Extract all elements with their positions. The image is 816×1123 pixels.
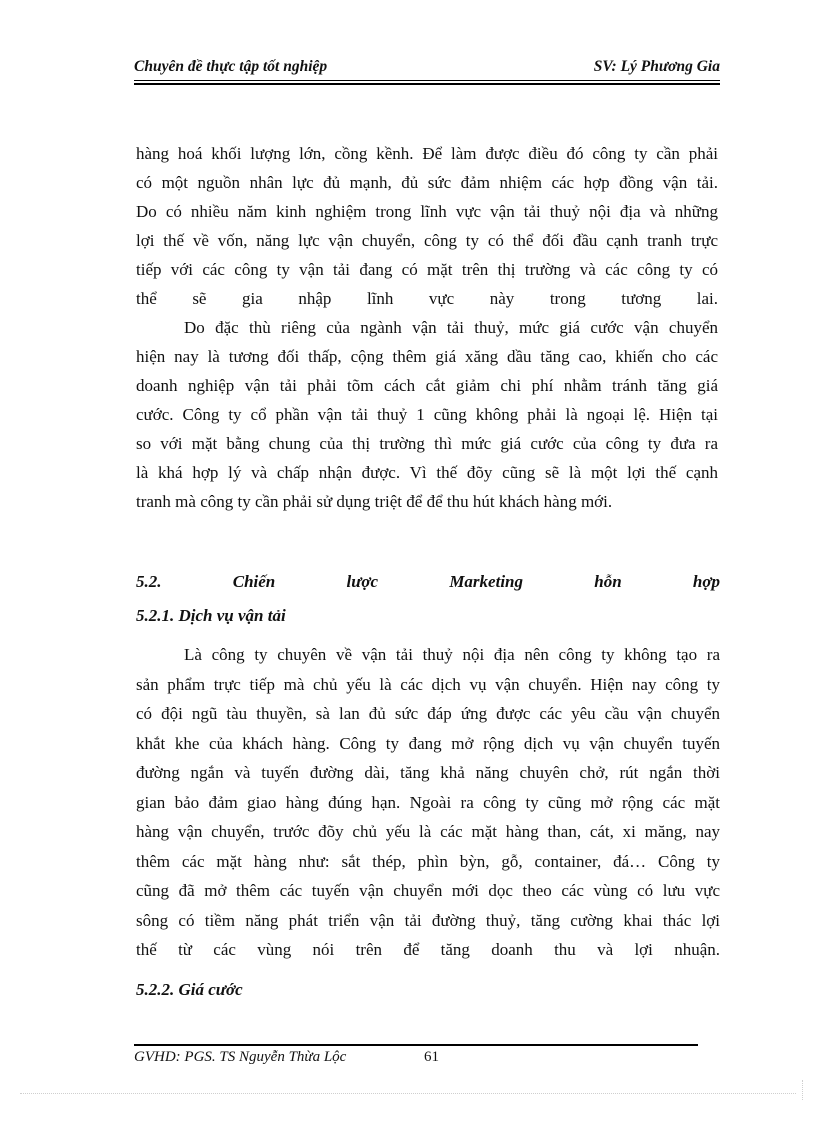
subsection-heading-pricing: 5.2.2. Giá cước — [136, 980, 243, 999]
text-line: tranh mà công ty cần phải sử dụng triệt để để thu hút khách hàng mới. — [136, 492, 613, 511]
intro-text — [136, 139, 718, 516]
text-line: doanh nghiệp vận tải phải tõm cách cắt giảm chi phí nhằm tránh tăng giá — [136, 376, 718, 395]
section-word: Marketing — [449, 572, 523, 591]
text-line: có một nguồn nhân lực đủ mạnh, đủ sức đảm nhiệm các hợp đồng vận tải. — [136, 173, 718, 192]
text-line: đường ngắn và tuyến đường dài, tăng khả năng chuyên chở, rút ngắn thời — [136, 763, 720, 782]
text-line: cước. Công ty cổ phần vận tải thuỷ 1 cũng không phải là ngoại lệ. Hiện tại — [136, 405, 718, 424]
transport-service-text — [136, 640, 720, 965]
text-line: thêm các mặt hàng như: sắt thép, phìn bỳn, gỗ, container, đá… Công ty — [136, 851, 720, 871]
text-line: tiếp với các công ty vận tải đang có mặt trên thị trường và các công ty có — [136, 260, 718, 279]
text-line: là khá hợp lý và chấp nhận được. Vì thế đõy cũng sẽ là một lợi thế cạnh — [136, 463, 718, 482]
text-line: so với mặt bằng chung của thị trường thì mức giá cước của công ty đưa ra — [136, 434, 718, 453]
footer-rule — [134, 1044, 698, 1046]
section-word: hợp — [692, 572, 720, 591]
text-line: hàng vận chuyển, trước đõy chủ yếu là các mặt hàng than, cát, xi măng, nay — [136, 822, 720, 841]
page-number: 61 — [424, 1049, 439, 1065]
footer-advisor: GVHD: PGS. TS Nguyễn Thừa Lộc — [134, 1049, 347, 1065]
section-word: hỗn — [594, 572, 622, 591]
page-header — [134, 56, 720, 80]
text-line: hiện nay là tương đối thấp, cộng thêm giá xăng dầu tăng cao, khiến cho các — [136, 347, 718, 366]
text-line: hàng hoá khối lượng lớn, cồng kềnh. Để làm được điều đó công ty cần phải — [136, 144, 718, 163]
header-rule-thick — [134, 83, 720, 85]
text-line: thế từ các vùng nói trên để tăng doanh thu và lợi nhuận. — [136, 940, 720, 959]
text-line: thể sẽ gia nhập lĩnh vực này trong tương lai. — [136, 289, 718, 308]
header-rule — [134, 80, 720, 81]
section-word: lược — [346, 572, 379, 591]
section-number: 5.2. — [136, 572, 162, 591]
text-line: gian bảo đảm giao hàng đúng hạn. Ngoài ra công ty cũng mở rộng các mặt — [136, 792, 720, 812]
section-heading — [136, 572, 720, 592]
section-word: Chiến — [232, 572, 276, 591]
page-corner-mark — [802, 1080, 804, 1100]
header-student: SV: Lý Phương Gia — [593, 58, 720, 75]
text-line: Do có nhiều năm kinh nghiệm trong lĩnh vực vận tải thuỷ nội địa và những — [136, 202, 718, 221]
text-line: Do đặc thù riêng của ngành vận tải thuỷ, mức giá cước vận chuyển — [184, 318, 718, 337]
text-line: khắt khe của khách hàng. Công ty đang mở rộng dịch vụ vận chuyển tuyến — [136, 733, 720, 753]
text-line: sản phẩm trực tiếp mà chủ yếu là các dịch vụ vận chuyển. Hiện nay công ty — [136, 674, 720, 694]
text-line: lợi thế về vốn, năng lực vận chuyển, công ty có thể đối đầu cạnh tranh trực — [136, 231, 718, 250]
subsection-heading-transport: 5.2.1. Dịch vụ vận tải — [136, 606, 286, 625]
header-title: Chuyên đề thực tập tốt nghiệp — [134, 58, 328, 75]
page-border-dots — [20, 1093, 796, 1094]
text-line: có đội ngũ tàu thuyền, sà lan đủ sức đáp ứng được các yêu cầu vận chuyển — [136, 704, 720, 723]
text-line: Là công ty chuyên về vận tải thuỷ nội địa nên công ty không tạo ra — [184, 645, 720, 664]
text-line: cũng đã mở thêm các tuyến vận chuyển mới dọc theo các vùng có lưu vực — [136, 881, 720, 900]
text-line: sông có tiềm năng phát triển vận tải đường thuỷ, tăng cường khai thác lợi — [136, 910, 720, 930]
